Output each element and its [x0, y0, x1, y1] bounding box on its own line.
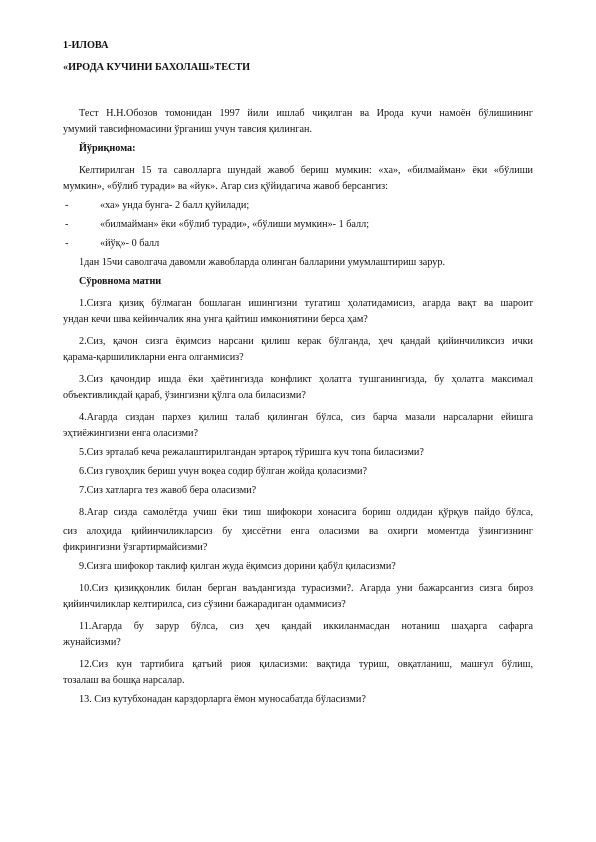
question-8-line-2: сиз алоҳида қийинчиликларсиз бу ҳиссётни енга оласизми ва охирги моментда ўзингизнинг: [63, 526, 533, 537]
question-5: 5.Сиз эрталаб кеча режалаштирилгандан эртароқ тўришга куч топа биласизми?: [79, 447, 424, 458]
question-3-line-1: 3.Сиз қачондир ишда ёки ҳаётингизда конфликт ҳолатга тушганингизда, бу ҳолатга максимал: [79, 374, 533, 385]
question-7: 7.Сиз хатларга тез жавоб бера оласизми?: [79, 485, 257, 496]
question-2-line-2: қарама-қаршиликларни енга олганмисиз?: [63, 352, 244, 363]
question-2-line-1: 2.Сиз, қачон сизга ёқимсиз нарсани қилиш керак бўлганда, ҳеч қандай қийинчиликсиз ички: [79, 336, 533, 347]
question-4-line-1: 4.Агарда сиздан пархез қилиш талаб қилинган бўлса, сиз барча мазали нарсаларни ейишга: [79, 412, 533, 423]
question-12-line-1: 12.Сиз кун тартибига қатъий риоя қиласизми: вақтида туриш, овқатланиш, машғул бўлиш,: [79, 659, 533, 670]
question-3-line-2: объективликдай қараб, ўзингизни қўлга ола биласизми?: [63, 390, 306, 401]
question-13: 13. Сиз кутубхонадан карздорларга ёмон муносабатда бўласизми?: [79, 694, 366, 705]
question-11-line-2: жунайсизми?: [63, 637, 121, 648]
question-6: 6.Сиз гувоҳлик бериш учун воқеа содир бўлган жойда қоласизми?: [79, 466, 368, 477]
list-dash: -: [65, 200, 69, 211]
test-title: «ИРОДА КУЧИНИ БАХОЛАШ»ТЕСТИ: [63, 62, 251, 73]
list-dash: -: [65, 238, 69, 249]
intro-line-2: умумий тавсифномасини ўрганиш учун тавсия қилинган.: [63, 124, 312, 135]
question-10-line-2: қийинчиликлар келтирилса, сиз сўзини бажарадиган одаммисиз?: [63, 599, 346, 610]
question-11-line-1: 11.Агарда бу зарур бўлса, сиз ҳеч қандай иккиланмасдан нотаниш шаҳарга сафарга: [79, 621, 533, 632]
intro-line-1: Тест Н.Н.Обозов томонидан 1997 йили ишлаб чиқилган ва Ирода кучи намоён бўлишининг: [79, 108, 533, 119]
instruction-line-1: Келтирилган 15 та саволларга шундай жавоб бериш мумкин: «ха», «билмайман» ёки «бўлиши: [79, 165, 533, 176]
appendix-label: 1-ИЛОВА: [63, 40, 109, 51]
questionnaire-heading: Сўровнома матни: [79, 276, 162, 287]
question-1-line-2: ундан кечи шва кейинчалик яна унга қайтиш имкониятини берса ҳам?: [63, 314, 368, 325]
question-10-line-1: 10.Сиз қизиққонлик билан берган ваъдангизда турасизми?. Агарда уни бажарсангиз сизга бироз: [79, 583, 533, 594]
instruction-summary: 1дан 15чи саволгача давомли жавобларда олинган балларини умумлаштириш зарур.: [79, 257, 446, 268]
question-4-line-2: эҳтиёжингизни енга оласизми?: [63, 428, 198, 439]
list-item-text: «йўқ»- 0 балл: [100, 238, 160, 249]
question-12-line-2: тозалаш ва бошқа нарсалар.: [63, 675, 185, 686]
list-dash: -: [65, 219, 69, 230]
question-8-line-3: фикрингизни ўзгартирмайсизми?: [63, 542, 208, 553]
list-item-text: «ха» унда бунга- 2 балл қуйилади;: [100, 200, 250, 211]
instruction-line-2: мумкин», «бўлиб туради» ва «йук». Агар сиз қўйидагича жавоб берсангиз:: [63, 181, 388, 192]
list-item-text: «билмайман» ёки «бўлиб туради», «бўлиши мумкин»- 1 балл;: [100, 219, 370, 230]
question-8-line-1: 8.Агар сизда самолётда учиш ёки тиш шифокори хонасига бориш олдидан қўрқув пайдо бўлса,: [79, 507, 533, 518]
instruction-heading: Йўриқнома:: [79, 143, 136, 154]
question-1-line-1: 1.Сизга қизиқ бўлмаган бошлаган ишингизни тугатиш ҳолатидамисиз, агарда вақт ва шароит: [79, 298, 533, 309]
question-9: 9.Сизга шифокор таклиф қилган жуда ёқимсиз дорини қабўл қиласизми?: [79, 561, 396, 572]
